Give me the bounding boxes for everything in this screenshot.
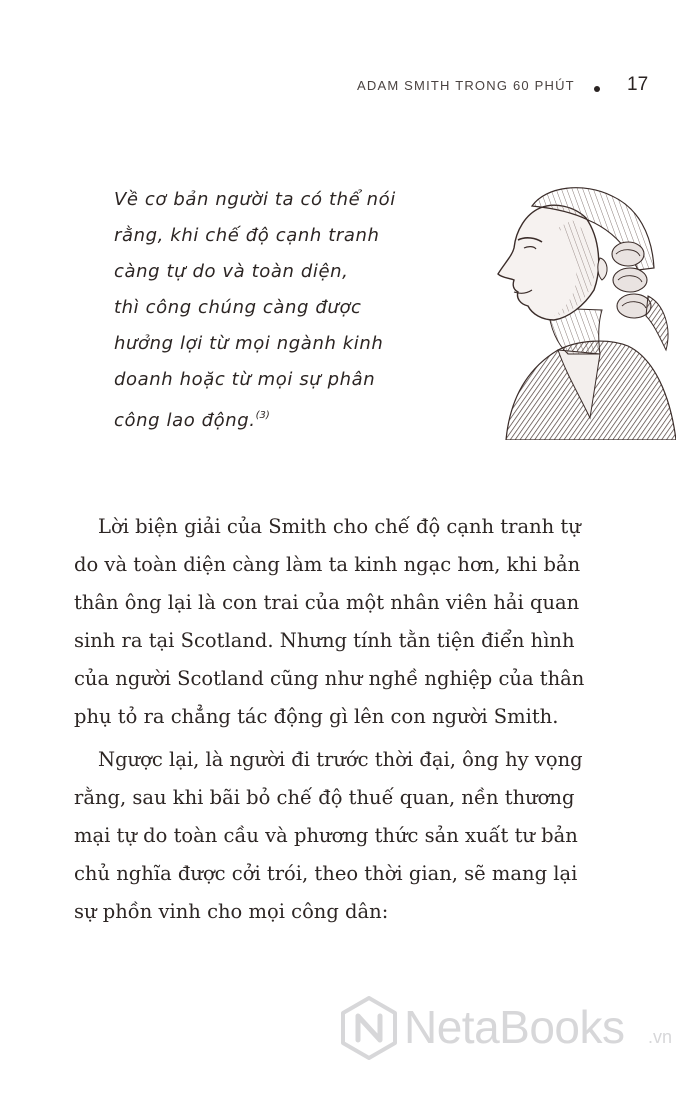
- paragraph-line: do và toàn diện càng làm ta kinh ngạc hơn, khi bản: [74, 553, 581, 576]
- paragraph-line: sự phồn vinh cho mọi công dân:: [74, 900, 389, 923]
- paragraph-line: rằng, sau khi bãi bỏ chế độ thuế quan, nền thương: [74, 786, 575, 809]
- footnote-reference: (3): [255, 410, 270, 421]
- quote-line: thì công chúng càng được: [114, 297, 362, 318]
- quote-line: Về cơ bản người ta có thể nói: [114, 189, 396, 210]
- paragraph-1: [74, 508, 618, 736]
- paragraph-2: [74, 741, 618, 931]
- running-header: [0, 74, 700, 102]
- quote-line-text: công lao động.: [114, 410, 256, 431]
- running-title: ADAM SMITH TRONG 60 PHÚT: [357, 78, 575, 93]
- netabooks-logo-icon: [340, 996, 398, 1060]
- pull-quote: [114, 182, 434, 434]
- quote-line: càng tự do và toàn diện,: [114, 261, 349, 282]
- paragraph-line: sinh ra tại Scotland. Nhưng tính tằn tiện điển hình: [74, 629, 575, 652]
- paragraph-line: của người Scotland cũng như nghề nghiệp của thân: [74, 667, 585, 690]
- adam-smith-portrait-icon: [488, 178, 676, 440]
- paragraph-line: phụ tỏ ra chẳng tác động gì lên con người Smith.: [74, 705, 559, 728]
- paragraph-line: Ngược lại, là người đi trước thời đại, ông hy vọng: [98, 748, 583, 771]
- quote-last-line: [114, 398, 434, 434]
- bullet-separator: [594, 86, 600, 92]
- quote-line: doanh hoặc từ mọi sự phân: [114, 369, 376, 390]
- netabooks-watermark: [340, 994, 685, 1064]
- watermark-suffix: .vn: [648, 1027, 673, 1047]
- quote-line: rằng, khi chế độ cạnh tranh: [114, 225, 380, 246]
- paragraph-line: Lời biện giải của Smith cho chế độ cạnh tranh tự: [98, 515, 581, 538]
- paragraph-line: mại tự do toàn cầu và phương thức sản xuất tư bản: [74, 824, 578, 847]
- watermark-brand: NetaBooks: [404, 1001, 625, 1053]
- paragraph-line: thân ông lại là con trai của một nhân viên hải quan: [74, 591, 580, 614]
- paragraph-line: chủ nghĩa được cởi trói, theo thời gian, sẽ mang lại: [74, 862, 578, 885]
- page-number: 17: [627, 74, 649, 95]
- quote-line: hưởng lợi từ mọi ngành kinh: [114, 333, 384, 354]
